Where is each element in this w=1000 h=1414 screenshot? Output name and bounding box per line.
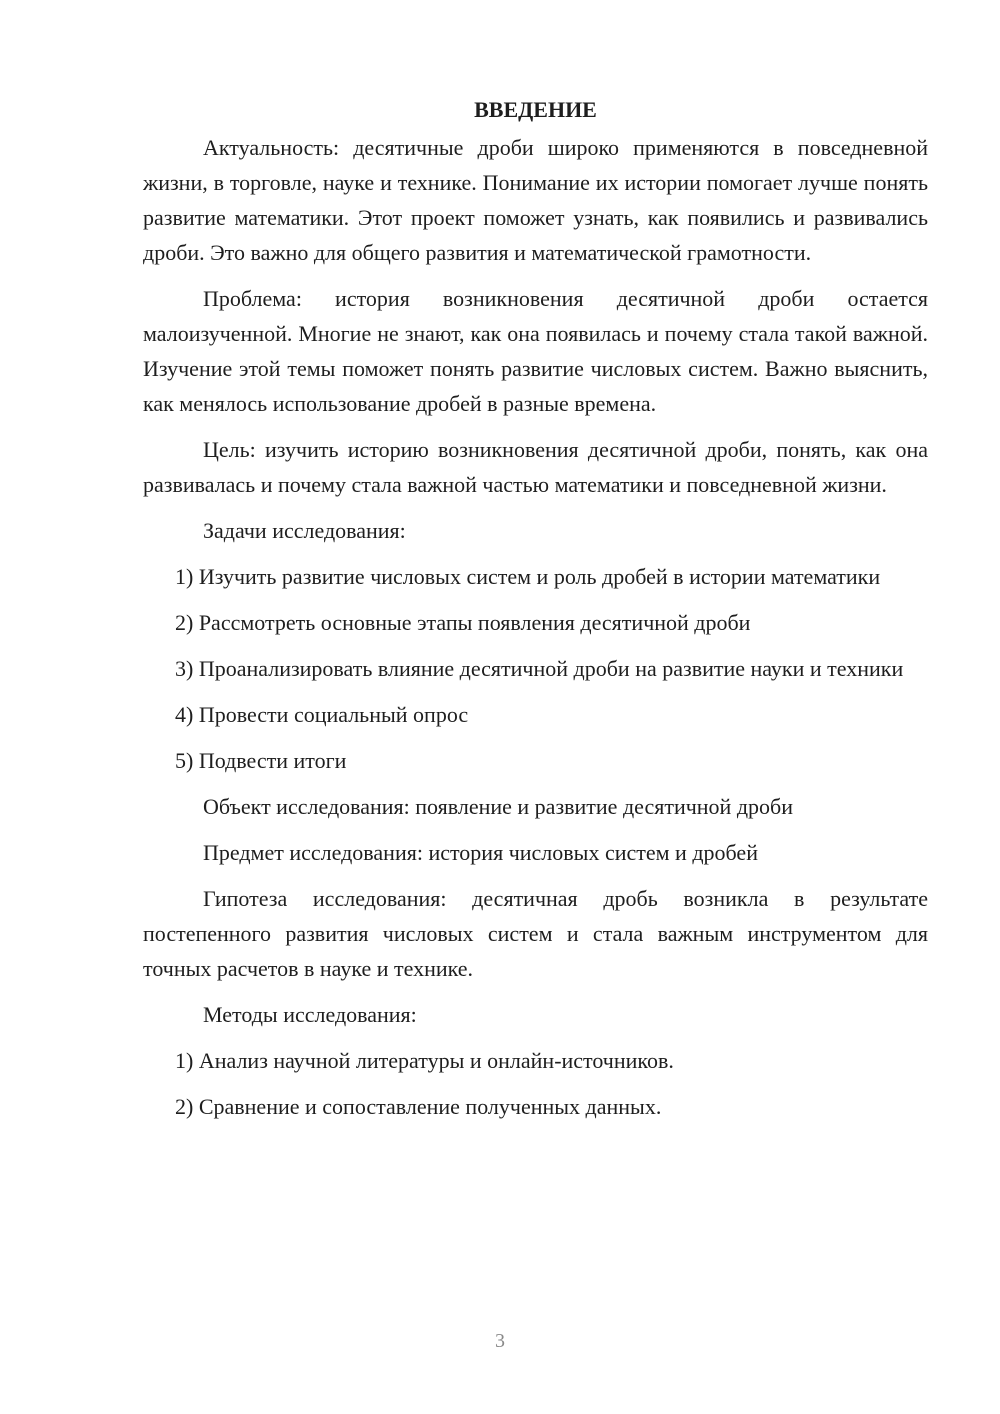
method-item-2: 2) Сравнение и сопоставление полученных данных.	[175, 1094, 662, 1119]
paragraph-goal: Цель: изучить историю возникновения десятичной дроби, понять, как она развивалась и почему стала важной частью математики и повседневной жизни.	[143, 437, 928, 497]
task-item-4: 4) Провести социальный опрос	[175, 702, 469, 727]
tasks-heading: Задачи исследования:	[203, 518, 406, 543]
methods-heading: Методы исследования:	[203, 1002, 417, 1027]
paragraph-problem: Проблема: история возникновения десятичной дроби остается малоизученной. Многие не знают, как она появилась и почему стала такой важной. Изучение этой темы поможет понять развитие числовых систем. Важно выяснить, как менялось использование дробей в разные времена.	[143, 286, 928, 416]
page-title: ВВЕДЕНИЕ	[474, 97, 597, 122]
paragraph-subject: Предмет исследования: история числовых систем и дробей	[203, 840, 758, 865]
task-item-1: 1) Изучить развитие числовых систем и роль дробей в истории математики	[175, 564, 881, 589]
task-item-3: 3) Проанализировать влияние десятичной дроби на развитие науки и техники	[175, 656, 904, 681]
method-item-1: 1) Анализ научной литературы и онлайн-источников.	[175, 1048, 674, 1073]
paragraph-hypothesis: Гипотеза исследования: десятичная дробь возникла в результате постепенного развития числовых систем и стала важным инструментом для точных расчетов в науке и технике.	[143, 886, 928, 981]
page-number: 3	[495, 1330, 505, 1352]
paragraph-object: Объект исследования: появление и развитие десятичной дроби	[203, 794, 793, 819]
paragraph-relevance: Актуальность: десятичные дроби широко применяются в повседневной жизни, в торговле, науке и технике. Понимание их истории помогает лучше понять развитие математики. Этот проект поможет узнать, как появились и развивались дроби. Это важно для общего развития и математической грамотности.	[143, 135, 928, 265]
task-item-2: 2) Рассмотреть основные этапы появления десятичной дроби	[175, 610, 751, 635]
task-item-5: 5) Подвести итоги	[175, 748, 347, 773]
document-page	[143, 92, 928, 1135]
